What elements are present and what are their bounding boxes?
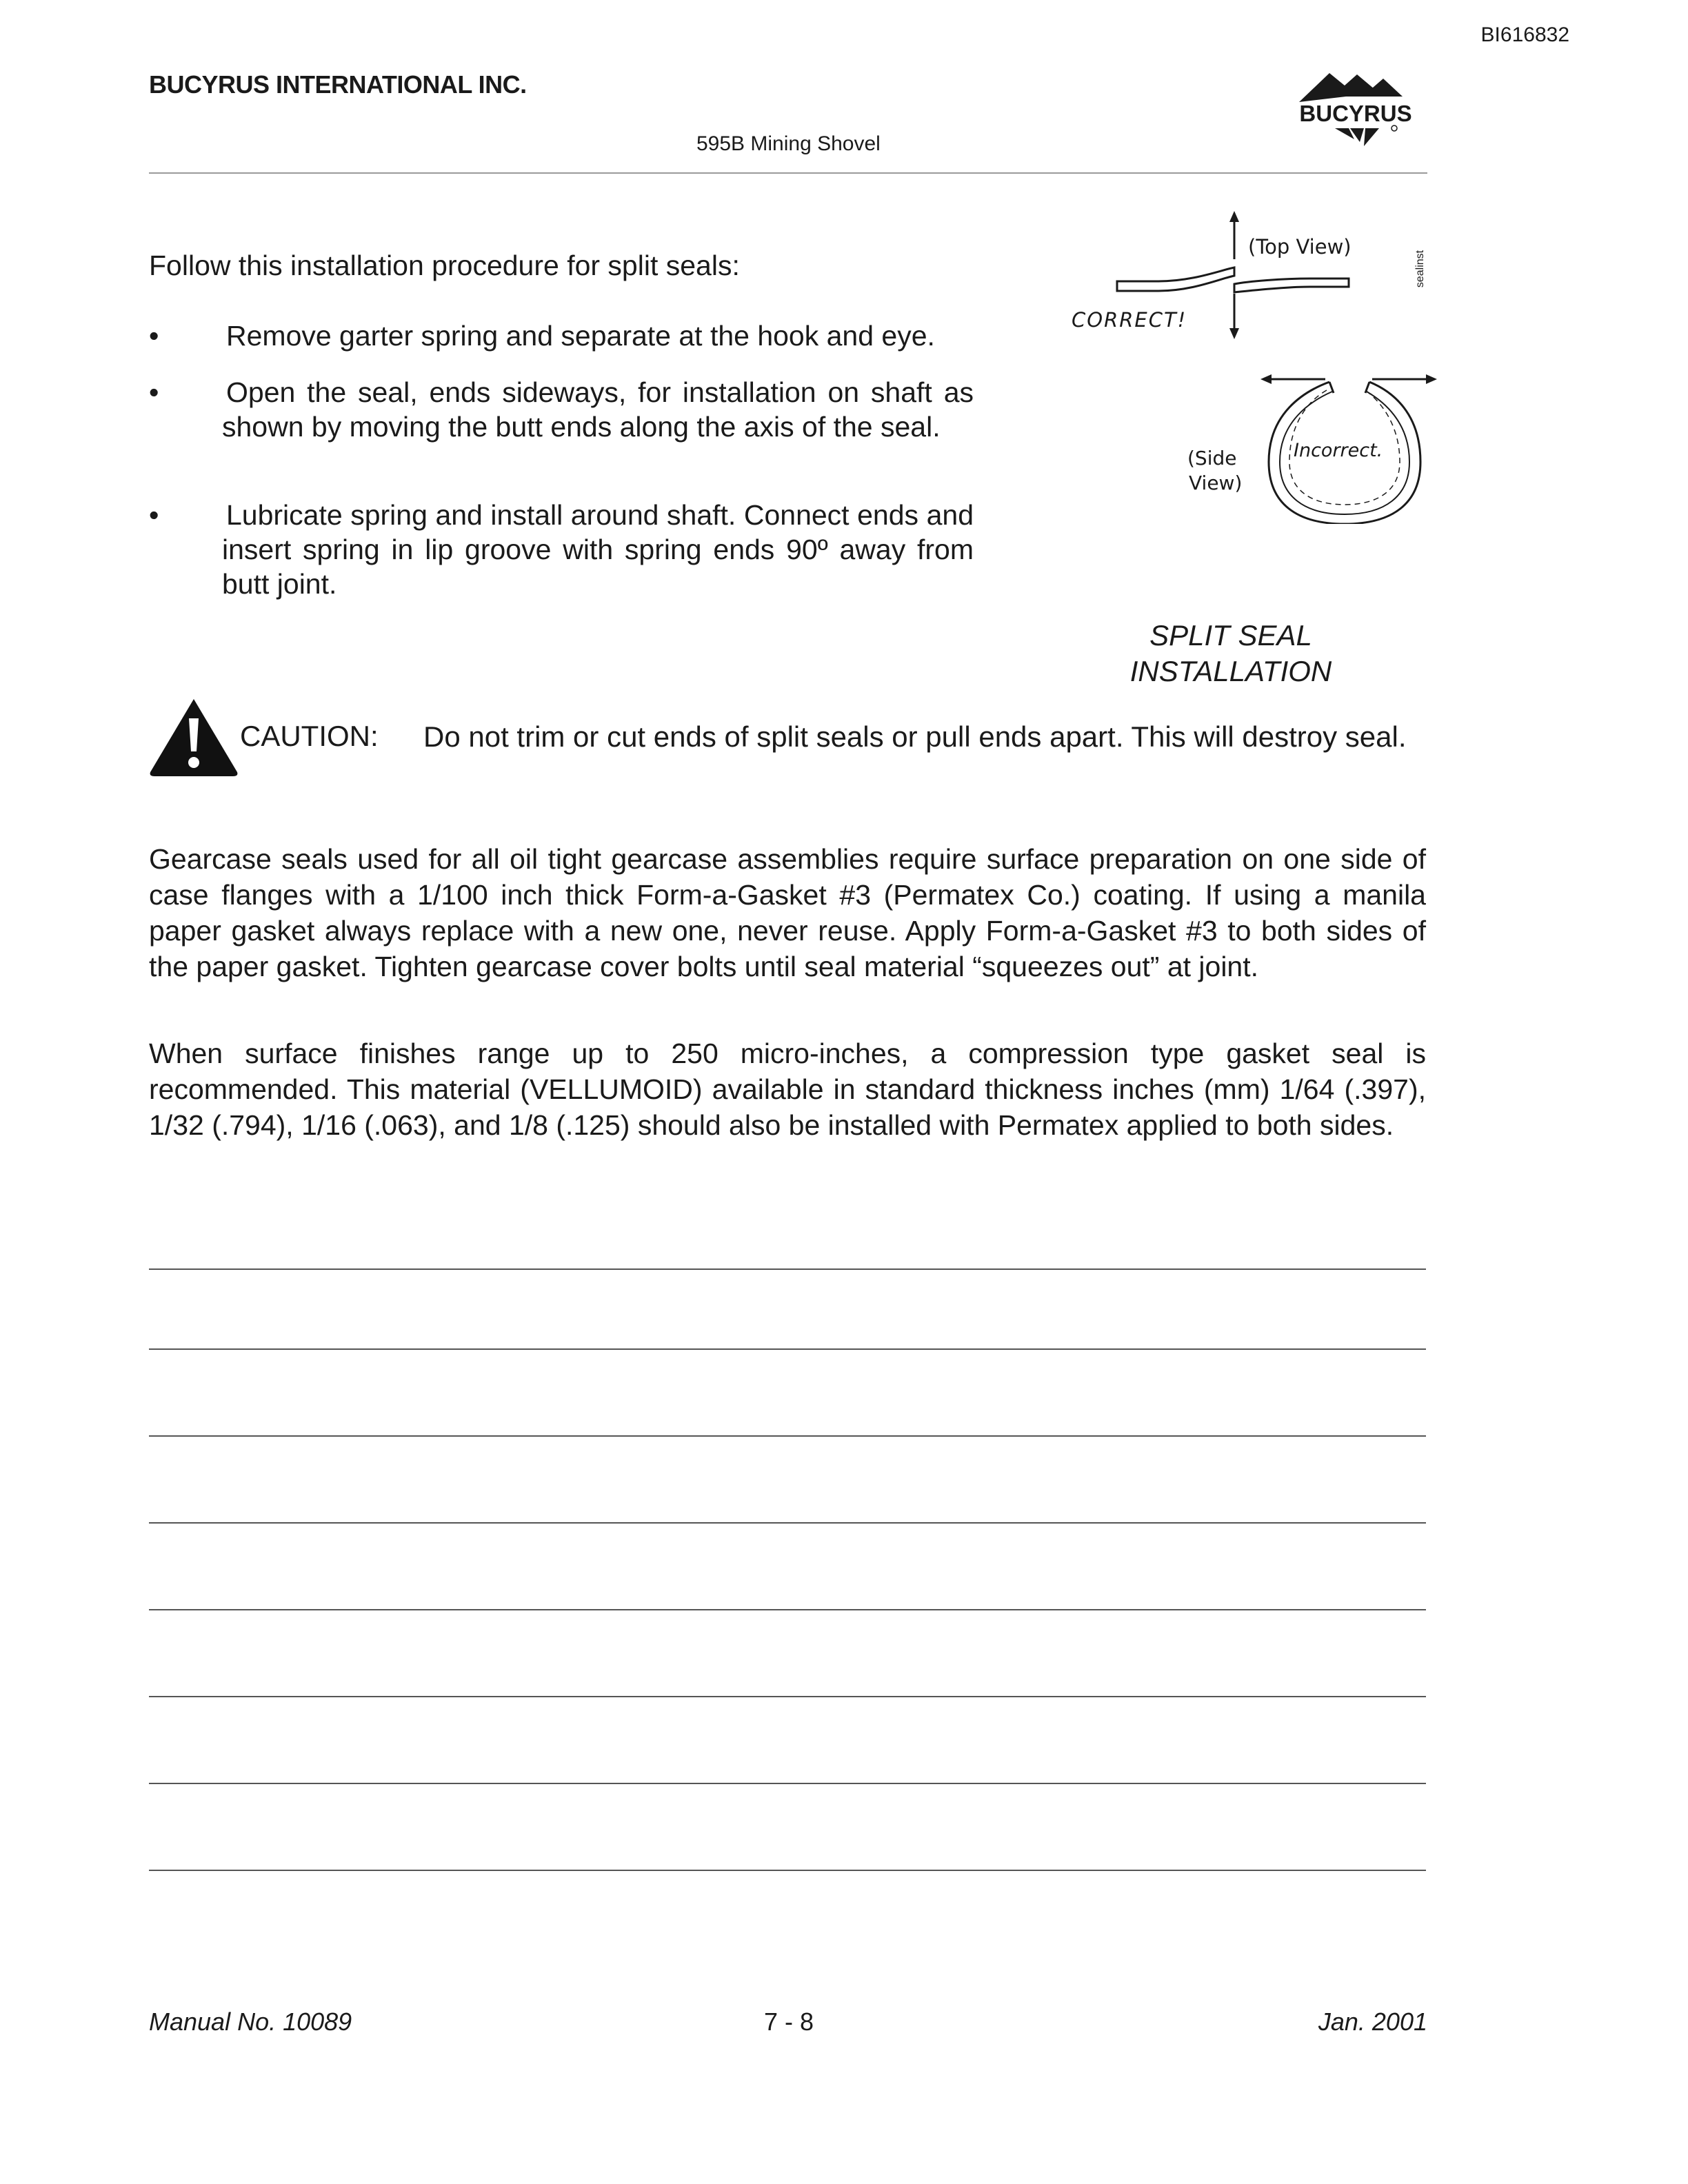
figure-caption-line2: INSTALLATION [1129, 655, 1332, 687]
notes-area [149, 1268, 1426, 1875]
paragraph-gearcase-seals: Gearcase seals used for all oil tight gearcase assemblies require surface preparation on one side of case flanges with a 1/100 inch thick Form-a-Gasket #3 (Permatex Co.) coating. If using a manila paper gasket always replace with a new one, never reuse. Apply Form-a-Gasket #3 to both sides of the paper gasket. Tighten gearcase cover bolts until seal material “squeezes out” at joint. [149, 843, 1426, 982]
logo-text: BUCYRUS [1299, 101, 1412, 126]
bullet-marker: • [149, 320, 159, 352]
bullet-marker: • [149, 376, 159, 408]
list-item-text: Remove garter spring and separate at the hook and eye. [226, 320, 935, 352]
bullet-marker: • [149, 499, 159, 531]
note-line [149, 1609, 1426, 1610]
document-id: BI616832 [1480, 23, 1569, 46]
manual-subtitle: 595B Mining Shovel [696, 132, 881, 155]
figure-caption [1093, 618, 1369, 689]
note-line [149, 1348, 1426, 1350]
bucyrus-logo [1280, 69, 1431, 159]
figure-caption-line1: SPLIT SEAL [1149, 619, 1312, 651]
company-name: BUCYRUS INTERNATIONAL INC. [149, 70, 527, 99]
note-line [149, 1522, 1426, 1524]
side-view-label-line2: View) [1189, 472, 1243, 494]
note-line [149, 1696, 1426, 1697]
intro-text: Follow this installation procedure for split seals: [149, 250, 740, 281]
note-line [149, 1268, 1426, 1270]
incorrect-label: Incorrect. [1294, 440, 1383, 461]
note-line [149, 1435, 1426, 1437]
file-tag: sealinst [1414, 250, 1426, 288]
top-view-label: (Top View) [1248, 235, 1352, 259]
note-line [149, 1783, 1426, 1784]
warning-triangle-icon [148, 696, 240, 778]
caution-text: Do not trim or cut ends of split seals or pull ends apart. This will destroy seal. [423, 720, 1407, 753]
footer-page-number: 7 - 8 [764, 2008, 814, 2036]
correct-label: CORRECT! [1072, 308, 1187, 332]
list-item-text: Open the seal, ends sideways, for installation on shaft as shown by moving the butt ends along the axis of the seal. [222, 376, 974, 443]
footer-manual-number: Manual No. 10089 [149, 2008, 352, 2036]
side-view-label-line1: (Side [1187, 447, 1237, 469]
note-line [149, 1870, 1426, 1871]
paragraph-surface-finishes: When surface finishes range up to 250 micro-inches, a compression type gasket seal is recommended. This material (VELLUMOID) available in standard thickness inches (mm) 1/64 (.397), 1/32 (.794), 1/16 (.063), and 1/8 (.125) should also be installed with Permatex applied to both sides. [149, 1038, 1426, 1141]
split-seal-figure [1062, 207, 1448, 524]
header-rule [149, 172, 1427, 174]
caution-label: CAUTION: [240, 720, 379, 752]
footer-date: Jan. 2001 [1318, 2008, 1427, 2036]
list-item-text: Lubricate spring and install around shaft. Connect ends and insert spring in lip groove with spring ends 90º away from butt joint. [222, 499, 974, 600]
